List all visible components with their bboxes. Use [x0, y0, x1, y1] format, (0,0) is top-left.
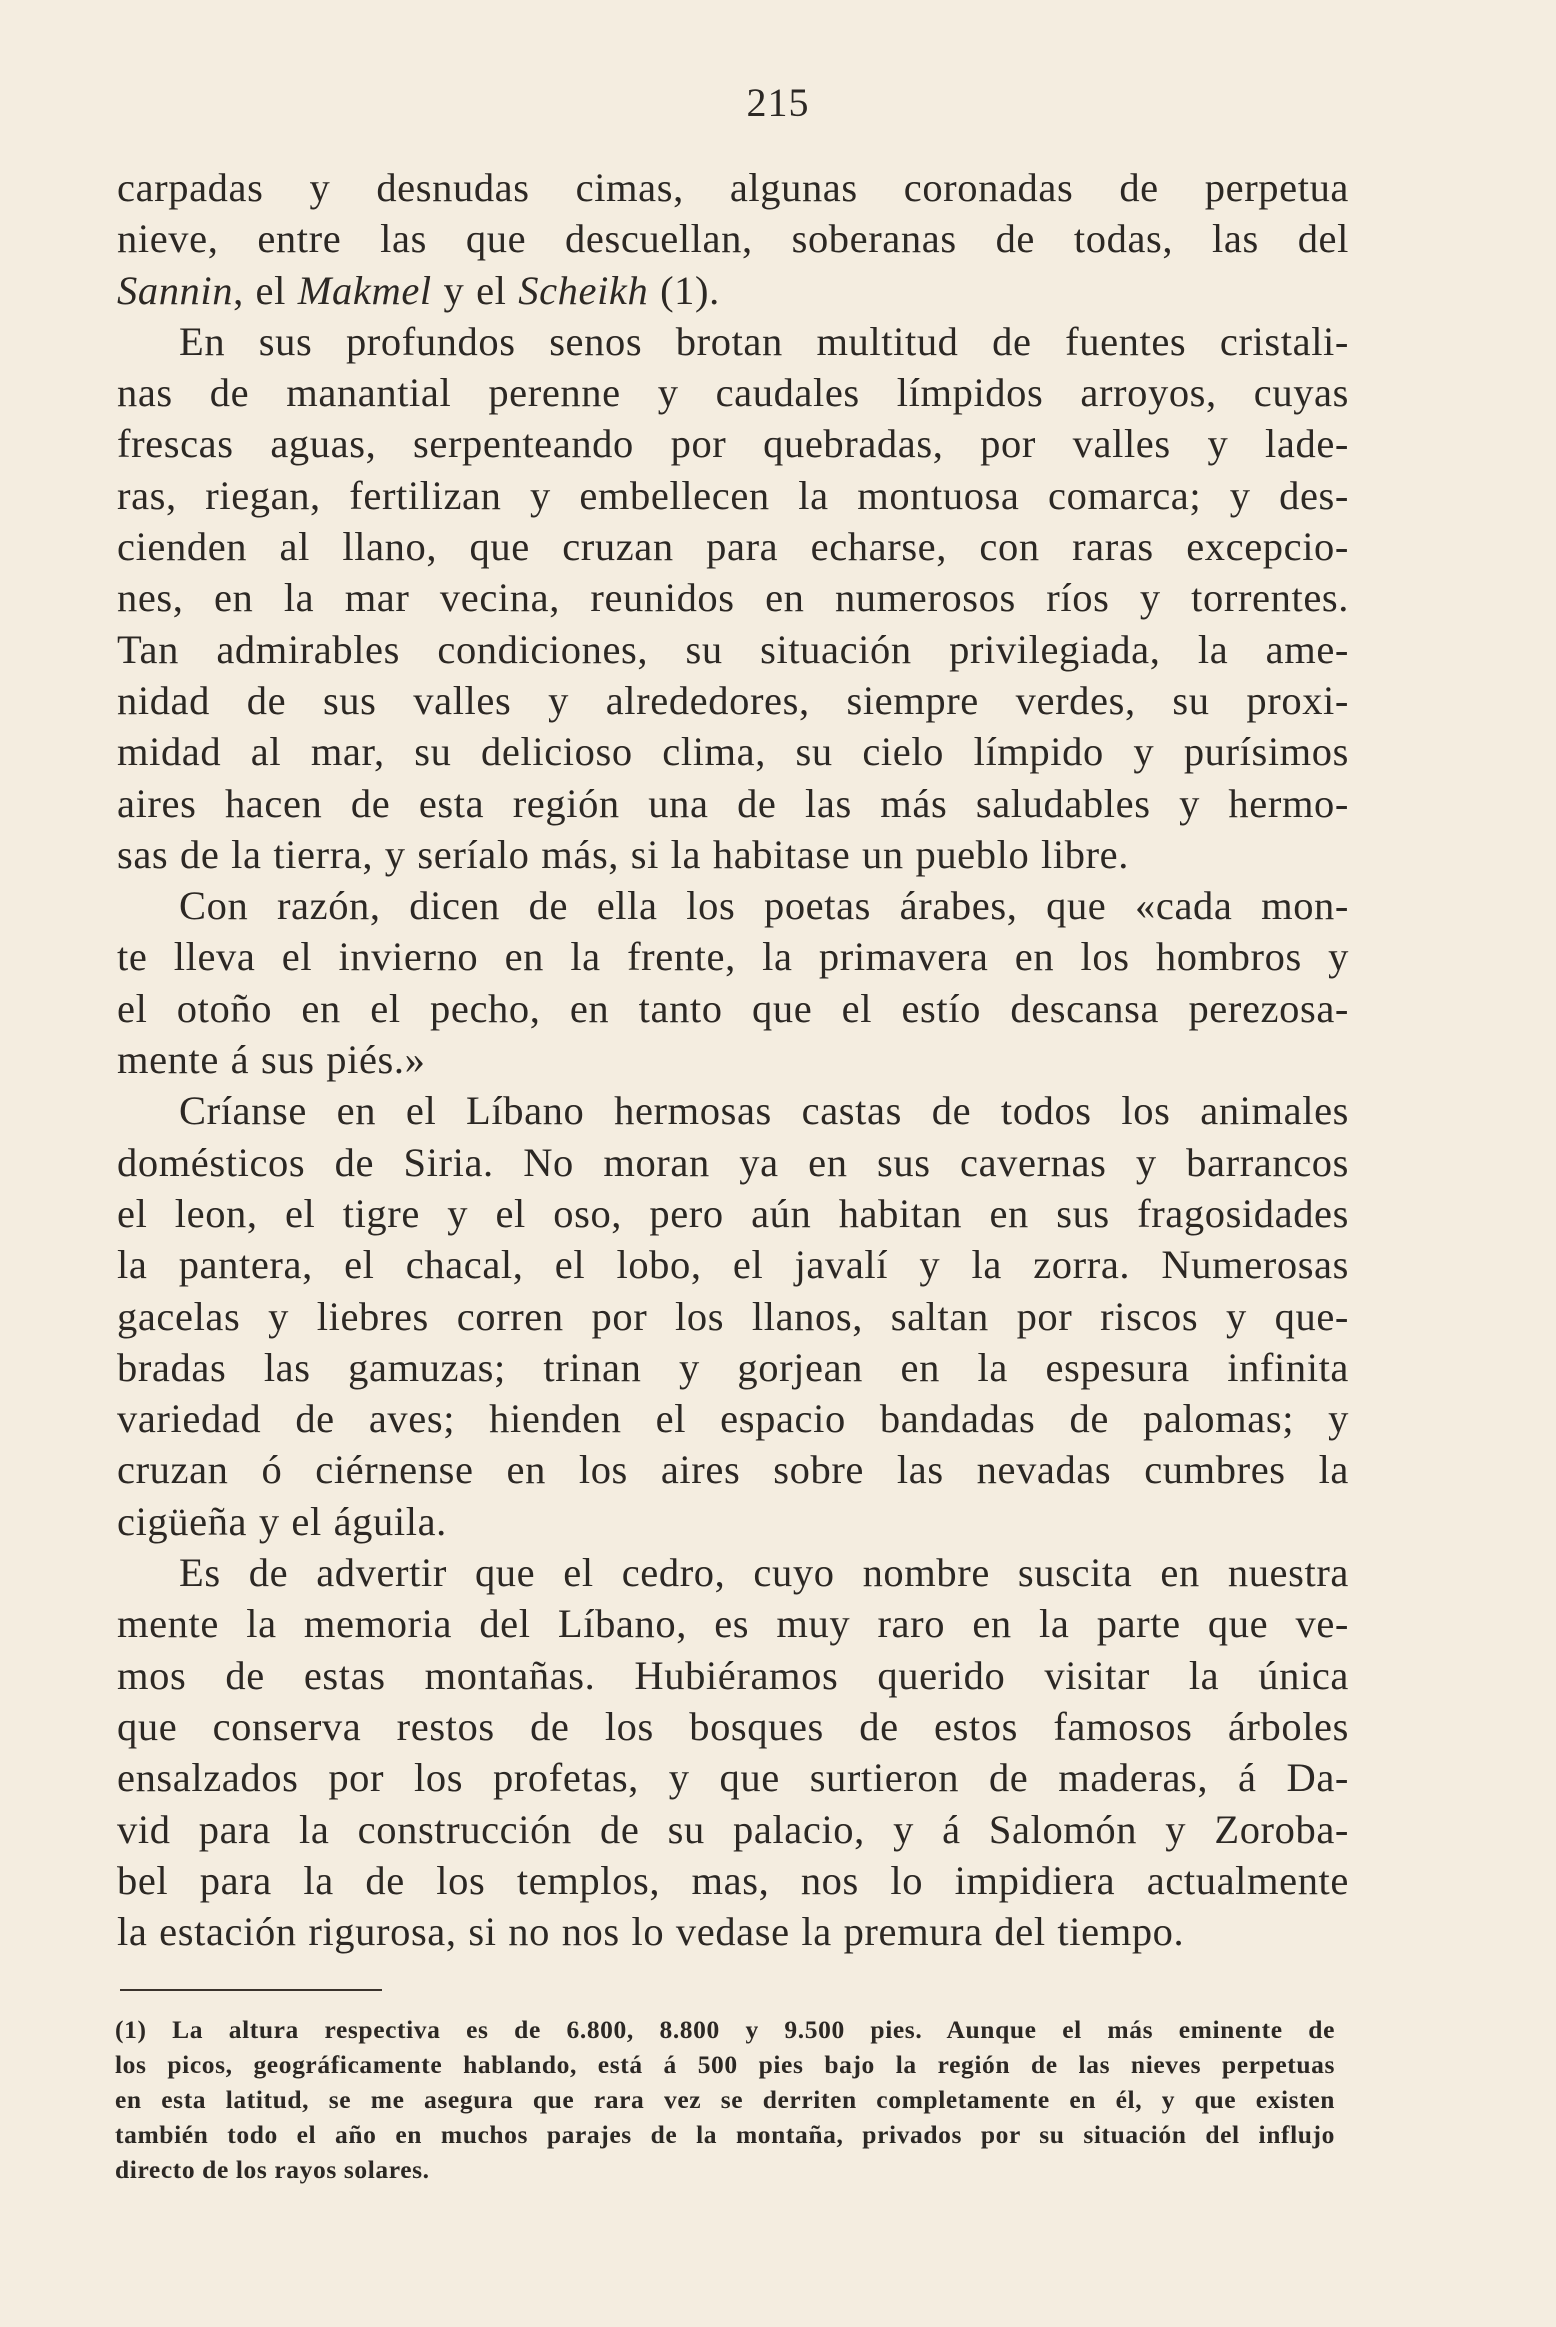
text-line — [117, 1752, 1349, 1803]
text-run: bradas las gamuzas; trinan y gorjean en la espesura infinita — [117, 1344, 1349, 1390]
text-line — [117, 675, 1349, 726]
text-line — [117, 983, 1349, 1034]
text-run: la pantera, el chacal, el lobo, el javalí y la zorra. Numerosas — [117, 1242, 1349, 1288]
text-run: que conserva restos de los bosques de estos famosos árboles — [117, 1703, 1349, 1749]
text-line — [117, 1906, 1349, 1957]
footnote-line: en esta latitud, se me asegura que rara vez se derriten completamente en él, y que existen — [115, 2085, 1335, 2114]
italic-place-name: Sannin — [117, 267, 234, 313]
text-line — [117, 931, 1349, 982]
text-run: Tan admirables condiciones, su situación privilegiada, la ame- — [117, 626, 1349, 672]
text-run: nieve, entre las que descuellan, soberanas de todas, las del — [117, 216, 1349, 262]
italic-place-name: Scheikh — [518, 267, 649, 313]
footnote-line: también todo el año en muchos parajes de la montaña, privados por su situación del influjo — [115, 2120, 1335, 2149]
text-run: midad al mar, su delicioso clima, su cielo límpido y purísimos — [117, 729, 1349, 775]
text-line — [117, 1137, 1349, 1188]
text-line — [117, 265, 1349, 316]
text-line — [117, 418, 1349, 469]
text-run: y el — [431, 267, 519, 313]
text-line — [117, 316, 1349, 367]
paragraph — [117, 316, 1349, 880]
text-run: vid para la construcción de su palacio, y á Salomón y Zoroba- — [117, 1806, 1349, 1852]
text-run: gacelas y liebres corren por los llanos, saltan por riscos y que- — [117, 1293, 1349, 1339]
text-run: Con razón, dicen de ella los poetas árabes, que «cada mon- — [179, 883, 1349, 929]
text-run: , el — [233, 267, 298, 313]
text-line — [117, 829, 1349, 880]
text-run: frescas aguas, serpenteando por quebradas, por valles y lade- — [117, 421, 1349, 467]
text-line — [117, 1291, 1349, 1342]
text-line — [117, 778, 1349, 829]
paragraph — [117, 1547, 1349, 1957]
text-run: nas de manantial perenne y caudales límpidos arroyos, cuyas — [117, 370, 1349, 416]
text-line — [117, 1855, 1349, 1906]
text-run: domésticos de Siria. No moran ya en sus cavernas y barrancos — [117, 1139, 1349, 1185]
text-run: aires hacen de esta región una de las más saludables y hermo- — [117, 780, 1349, 826]
text-run: cigüeña y el águila. — [117, 1498, 447, 1544]
text-line — [117, 624, 1349, 675]
text-run: variedad de aves; hienden el espacio bandadas de palomas; y — [117, 1396, 1349, 1442]
text-run: ras, riegan, fertilizan y embellecen la montuosa comarca; y des- — [117, 472, 1349, 518]
page-number: 215 — [746, 80, 810, 125]
text-run: carpadas y desnudas cimas, algunas coronadas de perpetua — [117, 165, 1349, 210]
text-run: nes, en la mar vecina, reunidos en numerosos ríos y torrentes. — [117, 575, 1349, 621]
paragraph — [117, 880, 1349, 1085]
footnote-line: (1) La altura respectiva es de 6.800, 8.800 y 9.500 pies. Aunque el más eminente de — [115, 2015, 1335, 2044]
text-run: ensalzados por los profetas, y que surtieron de maderas, á Da- — [117, 1755, 1349, 1801]
text-run: mente la memoria del Líbano, es muy raro en la parte que ve- — [117, 1601, 1349, 1647]
text-line — [117, 1393, 1349, 1444]
footnote — [115, 2012, 1335, 2187]
text-line — [117, 1650, 1349, 1701]
footnote-line: directo de los rayos solares. — [115, 2155, 430, 2184]
text-run: mos de estas montañas. Hubiéramos querido visitar la única — [117, 1652, 1349, 1698]
paragraph — [117, 1085, 1349, 1547]
text-line — [117, 1342, 1349, 1393]
text-run: la estación rigurosa, si no nos lo vedase la premura del tiempo. — [117, 1909, 1185, 1955]
text-run: bel para la de los templos, mas, nos lo impidiera actualmente — [117, 1857, 1349, 1903]
text-line — [117, 1701, 1349, 1752]
text-line — [117, 1444, 1349, 1495]
text-line — [117, 1496, 1349, 1547]
text-line — [117, 162, 1349, 213]
text-line — [117, 1804, 1349, 1855]
text-line — [117, 470, 1349, 521]
text-run: cienden al llano, que cruzan para echarse, con raras excepcio- — [117, 524, 1349, 570]
text-line — [117, 213, 1349, 264]
text-line — [117, 1085, 1349, 1136]
text-run: En sus profundos senos brotan multitud de fuentes cristali- — [179, 318, 1349, 364]
text-line — [117, 521, 1349, 572]
text-run: el leon, el tigre y el oso, pero aún habitan en sus fragosidades — [117, 1190, 1349, 1236]
footnote-line: los picos, geográficamente hablando, está á 500 pies bajo la región de las nieves perpetuas — [115, 2050, 1335, 2079]
paragraph — [117, 162, 1349, 316]
text-run: Críanse en el Líbano hermosas castas de todos los animales — [179, 1088, 1349, 1134]
text-line — [117, 1598, 1349, 1649]
text-run: nidad de sus valles y alrededores, siempre verdes, su proxi- — [117, 677, 1349, 723]
text-run: (1). — [648, 267, 720, 313]
text-line — [117, 367, 1349, 418]
text-run: el otoño en el pecho, en tanto que el estío descansa perezosa- — [117, 985, 1349, 1031]
footnote-divider — [120, 1989, 382, 1991]
main-text — [117, 162, 1349, 1957]
text-line — [117, 1188, 1349, 1239]
text-run: cruzan ó ciérnense en los aires sobre las nevadas cumbres la — [117, 1447, 1349, 1493]
text-run: te lleva el invierno en la frente, la primavera en los hombros y — [117, 934, 1349, 980]
text-run: sas de la tierra, y seríalo más, si la habitase un pueblo libre. — [117, 831, 1129, 877]
text-line — [117, 572, 1349, 623]
text-line — [117, 1034, 1349, 1085]
text-line — [117, 726, 1349, 777]
text-line — [117, 1547, 1349, 1598]
text-run: mente á sus piés.» — [117, 1037, 426, 1083]
text-run: Es de advertir que el cedro, cuyo nombre suscita en nuestra — [179, 1550, 1349, 1596]
italic-place-name: Makmel — [297, 267, 432, 313]
text-line — [117, 1239, 1349, 1290]
text-line — [117, 880, 1349, 931]
